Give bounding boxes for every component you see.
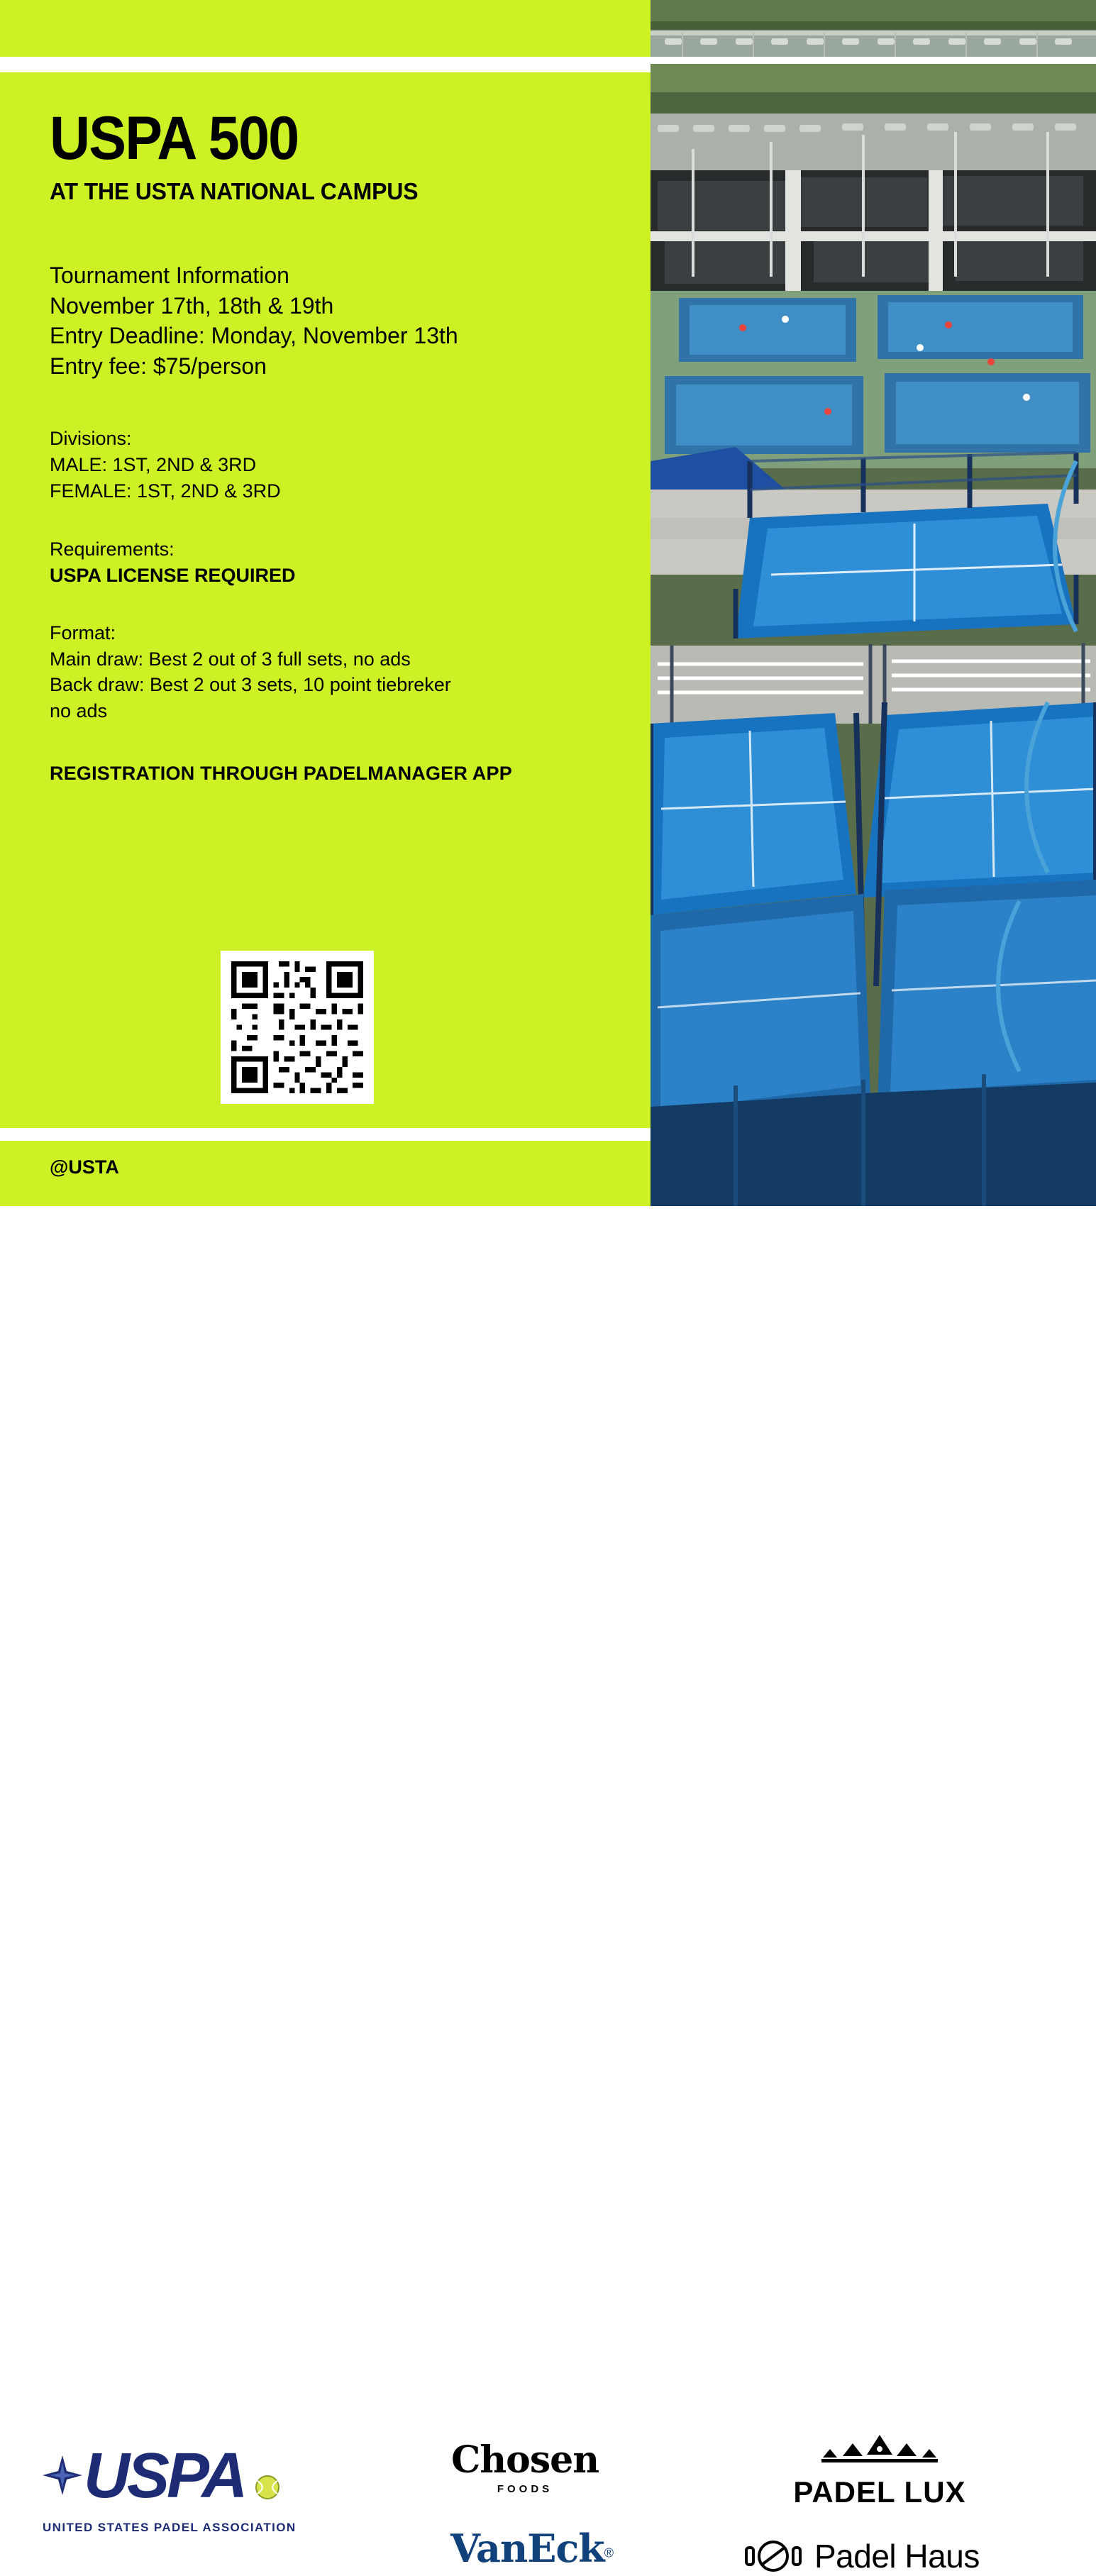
tournament-info-block	[50, 260, 631, 382]
tennis-ball-icon	[255, 2475, 279, 2499]
sponsor-logo-chosen	[433, 2438, 617, 2495]
uspa-tagline: UNITED STATES PADEL ASSOCIATION	[43, 2521, 297, 2534]
divisions-male: MALE: 1ST, 2ND & 3RD	[50, 453, 257, 475]
divisions-heading: Divisions:	[50, 428, 132, 450]
requirements-block	[50, 536, 631, 588]
chosen-sub: FOODS	[497, 2483, 553, 2495]
white-divider-top	[0, 57, 651, 72]
padelhaus-name: Padel Haus	[814, 2538, 980, 2575]
chosen-name: Chosen	[450, 2438, 599, 2482]
entry-deadline: Entry Deadline: Monday, November 13th	[50, 323, 458, 349]
vaneck-registered-mark: ®	[604, 2545, 614, 2560]
registration-block	[50, 763, 631, 785]
white-divider-bottom	[0, 1128, 651, 1141]
registration-text: REGISTRATION THROUGH PADELMANAGER APP	[50, 762, 512, 784]
photo-main	[651, 64, 1096, 1206]
sponsor-logo-uspa	[43, 2440, 362, 2535]
format-back-draw-cont: no ads	[50, 700, 108, 722]
requirements-detail: USPA LICENSE REQUIRED	[50, 565, 296, 587]
sponsor-logo-padelhaus	[745, 2536, 1029, 2576]
uspa-mark-pa: PA	[167, 2440, 245, 2511]
sponsor-logo-padellux	[759, 2433, 1000, 2509]
format-main-draw: Main draw: Best 2 out of 3 full sets, no ads	[50, 648, 411, 670]
uspa-star-icon	[43, 2455, 82, 2499]
qr-code-image	[221, 951, 374, 1104]
qr-code[interactable]	[221, 951, 374, 1104]
sponsor-logo-vaneck	[426, 2526, 638, 2571]
vaneck-name: VanEck	[450, 2526, 604, 2571]
tournament-info-heading: Tournament Information	[50, 262, 289, 288]
format-block	[50, 620, 631, 724]
entry-fee: Entry fee: $75/person	[50, 353, 267, 380]
divisions-female: FEMALE: 1ST, 2ND & 3RD	[50, 480, 281, 502]
padellux-name: PADEL LUX	[793, 2475, 966, 2509]
photo-top-strip-image	[651, 0, 1096, 57]
poster-text-content	[50, 104, 631, 785]
divisions-block	[50, 426, 631, 504]
tournament-dates: November 17th, 18th & 19th	[50, 292, 334, 319]
padelhaus-mark-icon	[745, 2536, 802, 2576]
requirements-heading: Requirements:	[50, 538, 175, 560]
page-title: USPA 500	[50, 104, 299, 172]
photo-main-image	[651, 64, 1096, 1206]
format-heading: Format:	[50, 621, 116, 643]
sponsor-footer	[0, 1206, 1096, 2575]
padellux-crown-icon	[809, 2433, 951, 2469]
uspa-mark-us: US	[84, 2440, 167, 2511]
social-handle: @USTA	[50, 1156, 119, 1178]
photo-top-strip	[651, 0, 1096, 57]
page-subtitle: AT THE USTA NATIONAL CAMPUS	[50, 177, 419, 204]
format-back-draw: Back draw: Best 2 out 3 sets, 10 point tiebreker	[50, 674, 451, 696]
